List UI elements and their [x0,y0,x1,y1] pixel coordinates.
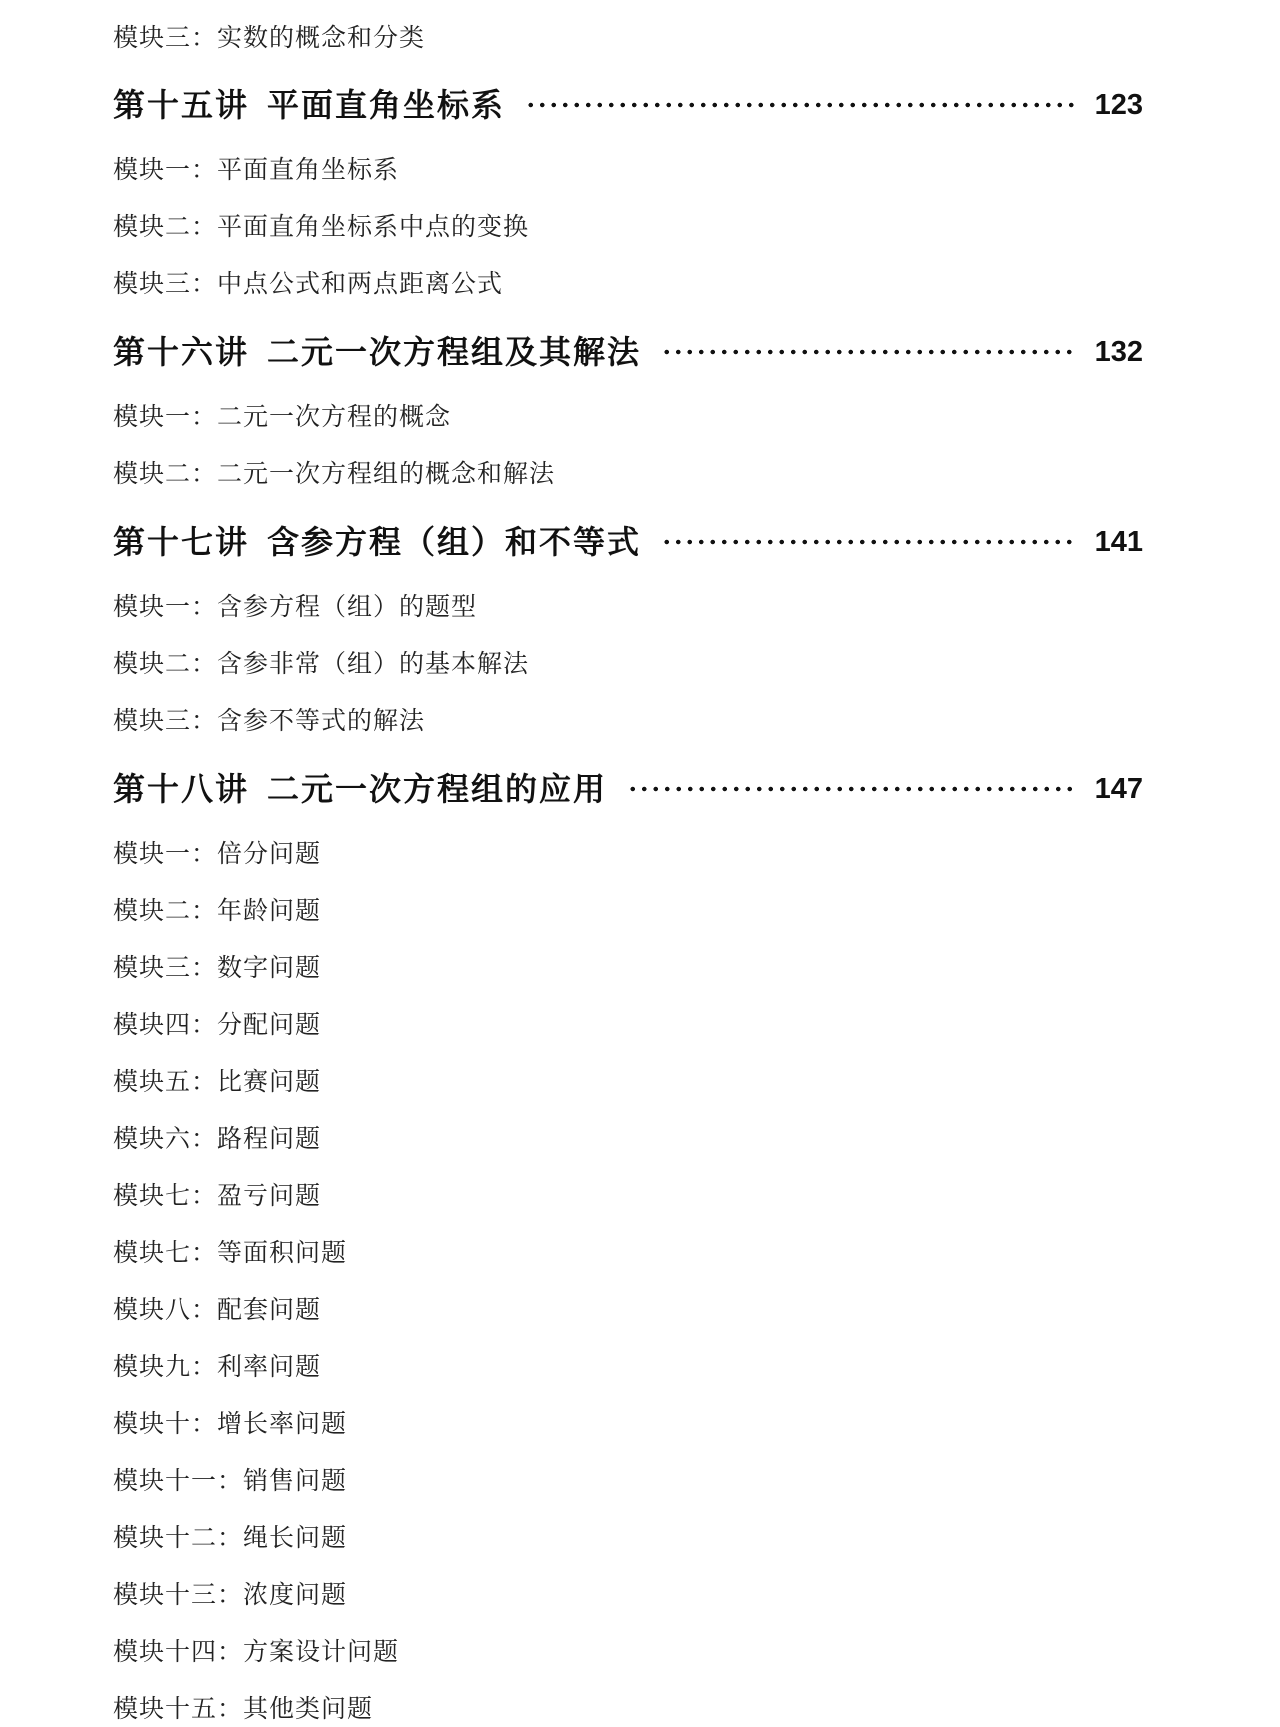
toc-module-entry[interactable]: 模块四：分配问题 [113,1010,322,1039]
toc-module-entry[interactable]: 模块二：二元一次方程组的概念和解法 [113,459,556,488]
toc-chapter-entry[interactable] [113,767,1143,811]
chapter-name: 二元一次方程组及其解法 [267,333,642,371]
toc-module-entry[interactable]: 模块三：含参不等式的解法 [113,706,426,735]
toc-module-entry[interactable]: 模块十五：其他类问题 [113,1694,374,1723]
chapter-title [113,767,607,811]
chapter-name: 二元一次方程组的应用 [267,770,608,808]
toc-module-entry[interactable]: 模块五：比赛问题 [113,1067,322,1096]
toc-module-entry[interactable]: 模块三：中点公式和两点距离公式 [113,269,504,298]
chapter-page-number: 132 [1094,336,1143,368]
toc-module-entry[interactable]: 模块三：实数的概念和分类 [113,23,426,52]
dot-leader [661,349,1077,355]
toc-module-entry[interactable]: 模块二：平面直角坐标系中点的变换 [113,212,530,241]
toc-module-entry[interactable]: 模块一：含参方程（组）的题型 [113,592,478,621]
dot-leader [661,539,1077,545]
toc-module-entry[interactable]: 模块一：平面直角坐标系 [113,155,400,184]
chapter-name: 平面直角坐标系 [267,86,506,124]
chapter-title [113,520,641,564]
chapter-number: 第十五讲 [113,86,250,124]
toc-module-entry[interactable]: 模块三：数字问题 [113,953,322,982]
toc-module-entry[interactable]: 模块一：倍分问题 [113,839,322,868]
chapter-number: 第十六讲 [113,333,250,371]
toc-chapter-entry[interactable] [113,330,1143,374]
toc-module-entry[interactable]: 模块九：利率问题 [113,1352,322,1381]
toc-module-entry[interactable]: 模块十一：销售问题 [113,1466,348,1495]
toc-module-entry[interactable]: 模块一：二元一次方程的概念 [113,402,452,431]
toc-module-entry[interactable]: 模块七：等面积问题 [113,1238,348,1267]
chapter-page-number: 123 [1094,89,1143,121]
toc-module-entry[interactable]: 模块十二：绳长问题 [113,1523,348,1552]
chapter-title [113,83,505,127]
toc-module-entry[interactable]: 模块八：配套问题 [113,1295,322,1324]
toc-module-entry[interactable]: 模块六：路程问题 [113,1124,322,1153]
chapter-number: 第十八讲 [113,770,250,808]
toc-chapter-entry[interactable] [113,83,1143,127]
chapter-page-number: 141 [1094,526,1143,558]
toc-module-entry[interactable]: 模块十三：浓度问题 [113,1580,348,1609]
dot-leader [525,102,1077,108]
chapter-title [113,330,641,374]
toc-module-entry[interactable]: 模块二：含参非常（组）的基本解法 [113,649,530,678]
chapter-number: 第十七讲 [113,523,250,561]
toc-module-entry[interactable]: 模块二：年龄问题 [113,896,322,925]
chapter-page-number: 147 [1094,773,1143,805]
toc-module-entry[interactable]: 模块十四：方案设计问题 [113,1637,400,1666]
toc-module-entry[interactable]: 模块十：增长率问题 [113,1409,348,1438]
toc-module-entry[interactable]: 模块七：盈亏问题 [113,1181,322,1210]
dot-leader [627,786,1077,792]
toc-chapter-entry[interactable] [113,520,1143,564]
chapter-name: 含参方程（组）和不等式 [267,523,642,561]
